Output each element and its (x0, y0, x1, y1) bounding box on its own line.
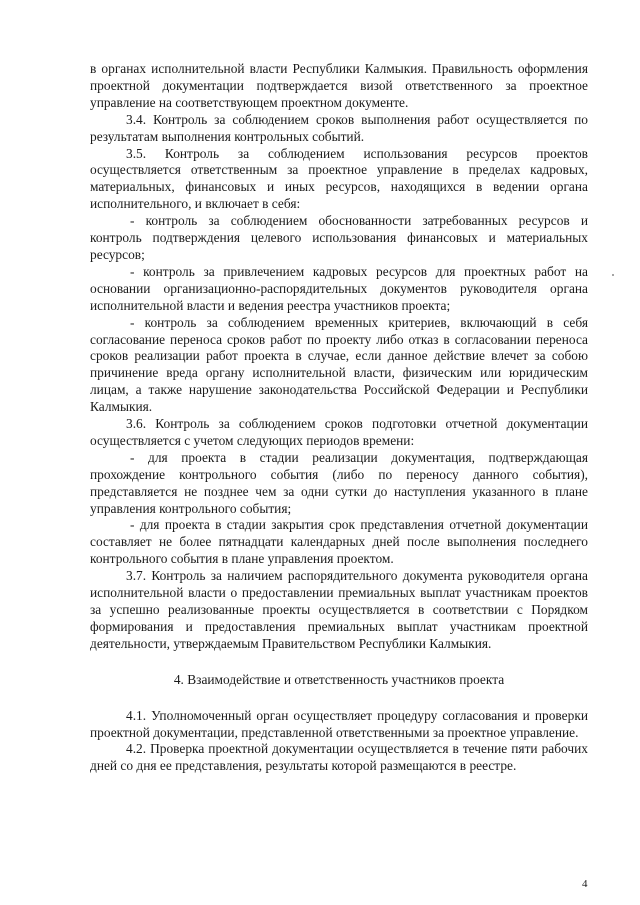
list-item-implementation-stage: - для проекта в стадии реализации документация, подтверждающая прохождение контрольного события (либо по переносу данного события), представляется не позднее чем за одни сутки до наступления указанного в плане управления контрольного события; (90, 449, 588, 516)
document-page (90, 61, 588, 775)
list-item-time-criteria-control: - контроль за соблюдением временных критериев, включающий в себя согласование переноса сроков работ по проекту либо отказ в согласовании переноса сроков реализации работ проекта в случае, если данное действие влечет за собою причинение вреда органу исполнительной власти, физическим или юридическим лицам, а также нарушение законодательства Российской Федерации и Республики Калмыкия. (90, 314, 588, 415)
paragraph-4-1: 4.1. Уполномоченный орган осуществляет процедуру согласования и проверки проектной документации, представленной ответственными за проектное управление. (90, 707, 588, 740)
list-item-personnel-control: - контроль за привлечением кадровых ресурсов для проектных работ на основании организационно-распорядительных документов руководителя органа исполнительной власти и ведения реестра участников проекта; (90, 263, 588, 313)
margin-mark (612, 274, 614, 276)
list-item-resources-control: - контроль за соблюдением обоснованности затребованных ресурсов и контроль подтверждения целевого использования финансовых и материальных ресурсов; (90, 213, 588, 262)
page-number: 4 (582, 878, 588, 890)
paragraph-3-6: 3.6. Контроль за соблюдением сроков подготовки отчетной документации осуществляется с учетом следующих периодов времени: (90, 416, 588, 448)
paragraph-3-7: 3.7. Контроль за наличием распорядительного документа руководителя органа исполнительной власти о предоставлении премиальных выплат участникам проектов за успешно реализованные проекты осуществляется в соответствии с Порядком формирования и предоставления премиальных выплат участникам проектной деятельности, утверждаемым Правительством Республики Калмыкия. (90, 568, 588, 651)
paragraph-continuation: в органах исполнительной власти Республики Калмыкия. Правильность оформления проектной документации подтверждается визой ответственного за проектное управление на соответствующем проектном документе. (90, 61, 588, 110)
paragraph-3-5: 3.5. Контроль за соблюдением использования ресурсов проектов осуществляется ответственным за проектное управление в пределах кадровых, материальных, финансовых и иных ресурсов, находящихся в ведении органа исполнительного, и включает в себя: (90, 145, 588, 212)
list-item-closing-stage: - для проекта в стадии закрытия срок представления отчетной документации составляет не более пятнадцати календарных дней после выполнения последнего контрольного события в плане управления проектом. (90, 517, 588, 567)
paragraph-4-2: 4.2. Проверка проектной документации осуществляется в течение пяти рабочих дней со дня ее представления, результаты которой размещаются в реестре. (90, 741, 588, 774)
section-heading: 4. Взаимодействие и ответственность участников проекта (173, 671, 505, 687)
paragraph-3-4: 3.4. Контроль за соблюдением сроков выполнения работ осуществляется по результатам выполнения контрольных событий. (90, 111, 588, 144)
